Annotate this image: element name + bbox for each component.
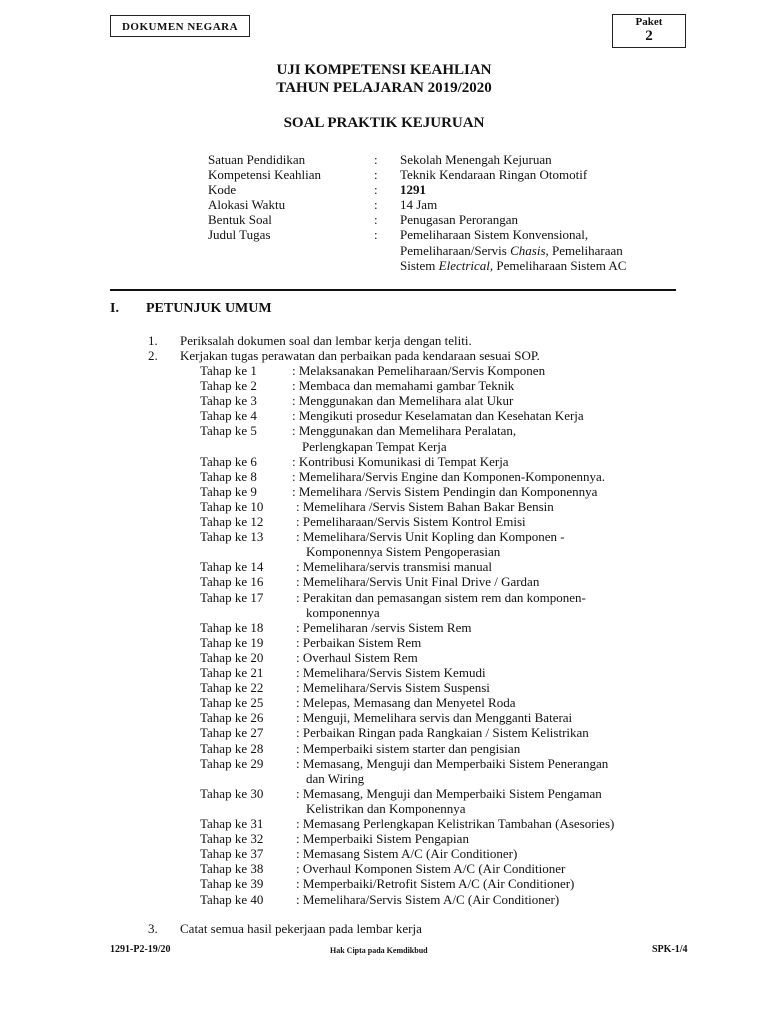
- section-title: PETUNJUK UMUM: [146, 301, 272, 316]
- step-text: : Overhaul Sistem Rem: [296, 649, 418, 665]
- paket-box: [612, 14, 686, 48]
- instruction-3-num: 3.: [148, 921, 158, 936]
- meta-label: Satuan Pendidikan: [208, 152, 306, 167]
- step-label: Tahap ke 16: [200, 574, 264, 590]
- step-label: Tahap ke 22: [200, 680, 264, 696]
- step-label: Tahap ke 26: [200, 710, 264, 726]
- footer-page: SPK-1/4: [652, 944, 688, 955]
- step-label: Tahap ke 1: [200, 363, 257, 378]
- step-text: : Memasang Sistem A/C (Air Conditioner): [296, 846, 518, 862]
- step-label: Tahap ke 10: [200, 498, 264, 514]
- footer-code: 1291-P2-19/20: [110, 944, 171, 955]
- step-text: : Memperbaiki Sistem Pengapian: [296, 831, 469, 847]
- instruction-2-num: 2.: [148, 348, 158, 363]
- meta-label: Kompetensi Keahlian: [208, 167, 321, 182]
- step-text: : Overhaul Komponen Sistem A/C (Air Conditioner: [296, 861, 566, 877]
- step-label: Tahap ke 8: [200, 468, 257, 484]
- instruction-2-text: Kerjakan tugas perawatan dan perbaikan pada kendaraan sesuai SOP.: [180, 348, 540, 363]
- meta-colon: :: [374, 152, 378, 167]
- step-label: Tahap ke 20: [200, 649, 264, 665]
- step-label: Tahap ke 32: [200, 831, 264, 847]
- step-label: Tahap ke 38: [200, 861, 264, 877]
- footer-copyright: Hak Cipta pada Kemdikbud: [330, 946, 428, 955]
- meta-label: Alokasi Waktu: [208, 197, 286, 212]
- meta-label: Kode: [208, 182, 237, 197]
- step-text: : Menggunakan dan Memelihara alat Ukur: [292, 393, 514, 409]
- step-text: : Pemeliharan /servis Sistem Rem: [296, 619, 472, 635]
- section-number: I.: [110, 301, 119, 316]
- meta-label: Bentuk Soal: [208, 212, 272, 227]
- step-text: : Melepas, Memasang dan Menyetel Roda: [296, 695, 516, 711]
- electrical-italic: Electrical: [438, 258, 490, 273]
- step-text: : Perbaikan Ringan pada Rangkaian / Sistem Kelistrikan: [296, 725, 589, 741]
- step-label: Tahap ke 37: [200, 846, 264, 862]
- chasis-italic: Chasis: [510, 243, 546, 258]
- step-label: Tahap ke 25: [200, 695, 264, 711]
- meta-colon: :: [374, 227, 378, 242]
- meta-colon: :: [374, 182, 378, 197]
- title-line-3: SOAL PRAKTIK KEJURUAN: [283, 115, 485, 131]
- step-text: : Memelihara /Servis Sistem Pendingin dan Komponennya: [292, 483, 598, 499]
- meta-value: Pemeliharaan Sistem Konvensional,: [400, 227, 589, 242]
- step-text: Kelistrikan dan Komponennya: [306, 800, 466, 816]
- step-text: komponennya: [306, 604, 380, 620]
- step-text: : Memelihara/Servis Sistem Kemudi: [296, 665, 486, 680]
- step-label: Tahap ke 31: [200, 816, 264, 831]
- step-text: : Memasang Perlengkapan Kelistrikan Tambahan (Asesories): [296, 816, 615, 831]
- meta-label: Judul Tugas: [208, 227, 271, 242]
- meta-colon: :: [374, 167, 378, 182]
- step-text: : Melaksanakan Pemeliharaan/Servis Komponen: [292, 363, 546, 378]
- paket-number: 2: [645, 28, 653, 44]
- meta-colon: :: [374, 197, 378, 212]
- step-label: Tahap ke 14: [200, 559, 264, 575]
- step-text: : Memasang, Menguji dan Memperbaiki Sistem Penerangan: [296, 755, 609, 771]
- step-label: Tahap ke 21: [200, 665, 264, 680]
- step-label: Tahap ke 4: [200, 408, 257, 424]
- meta-value: 1291: [400, 182, 426, 197]
- step-label: Tahap ke 30: [200, 785, 264, 801]
- step-text: : Memelihara/Servis Sistem A/C (Air Conditioner): [296, 891, 560, 907]
- meta-colon: :: [374, 212, 378, 227]
- step-text: : Membaca dan memahami gambar Teknik: [292, 378, 515, 394]
- horizontal-rule: [110, 289, 676, 291]
- step-label: Tahap ke 19: [200, 634, 264, 650]
- step-text: : Memperbaiki/Retrofit Sistem A/C (Air Conditioner): [296, 876, 575, 892]
- instruction-1-text: Periksalah dokumen soal dan lembar kerja dengan teliti.: [180, 333, 472, 348]
- step-text: : Perbaikan Sistem Rem: [296, 634, 422, 650]
- step-label: Tahap ke 13: [200, 529, 264, 545]
- instruction-1-num: 1.: [148, 333, 158, 348]
- step-label: Tahap ke 39: [200, 876, 264, 892]
- meta-value: 14 Jam: [400, 197, 438, 212]
- step-label: Tahap ke 40: [200, 891, 264, 907]
- step-label: Tahap ke 12: [200, 514, 264, 529]
- paket-label: Paket: [635, 16, 663, 28]
- meta-value: Sekolah Menengah Kejuruan: [400, 152, 552, 167]
- step-label: Tahap ke 6: [200, 453, 257, 469]
- step-text: : Kontribusi Komunikasi di Tempat Kerja: [292, 453, 509, 469]
- step-label: Tahap ke 27: [200, 725, 264, 741]
- title-line-1: UJI KOMPETENSI KEAHLIAN: [276, 62, 492, 78]
- step-text: Perlengkapan Tempat Kerja: [302, 438, 447, 454]
- step-text: : Mengikuti prosedur Keselamatan dan Kesehatan Kerja: [292, 408, 584, 424]
- title-line-2: TAHUN PELAJARAN 2019/2020: [276, 80, 492, 96]
- step-label: Tahap ke 28: [200, 740, 264, 756]
- step-text: : Memelihara/Servis Engine dan Komponen-Komponennya.: [292, 468, 606, 484]
- step-text: : Memelihara/Servis Sistem Suspensi: [296, 680, 490, 696]
- step-label: Tahap ke 29: [200, 755, 264, 771]
- step-text: : Menguji, Memelihara servis dan Mengganti Baterai: [296, 710, 573, 726]
- step-text: Komponennya Sistem Pengoperasian: [306, 544, 501, 560]
- meta-value: Penugasan Perorangan: [400, 212, 519, 227]
- step-text: dan Wiring: [306, 770, 365, 786]
- step-text: : Memasang, Menguji dan Memperbaiki Sistem Pengaman: [296, 785, 602, 801]
- step-text: : Pemeliharaan/Servis Sistem Kontrol Emisi: [296, 514, 526, 529]
- dokumen-negara-label: DOKUMEN NEGARA: [110, 15, 250, 37]
- step-label: Tahap ke 3: [200, 393, 257, 409]
- step-text: : Memelihara/Servis Unit Final Drive / Gardan: [296, 574, 540, 590]
- step-label: Tahap ke 2: [200, 378, 257, 394]
- meta-value: Teknik Kendaraan Ringan Otomotif: [400, 167, 588, 182]
- step-label: Tahap ke 18: [200, 619, 264, 635]
- step-text: : Memelihara/Servis Unit Kopling dan Komponen -: [296, 529, 565, 545]
- step-label: Tahap ke 17: [200, 589, 264, 605]
- step-label: Tahap ke 9: [200, 483, 257, 499]
- step-text: : Memelihara /Servis Sistem Bahan Bakar Bensin: [296, 498, 554, 514]
- step-text: : Memperbaiki sistem starter dan pengisian: [296, 740, 521, 756]
- step-text: : Perakitan dan pemasangan sistem rem dan komponen-: [296, 589, 586, 605]
- step-text: : Menggunakan dan Memelihara Peralatan,: [292, 423, 517, 439]
- instruction-3-text: Catat semua hasil pekerjaan pada lembar kerja: [180, 921, 422, 936]
- step-label: Tahap ke 5: [200, 423, 257, 439]
- step-text: : Memelihara/servis transmisi manual: [296, 559, 493, 575]
